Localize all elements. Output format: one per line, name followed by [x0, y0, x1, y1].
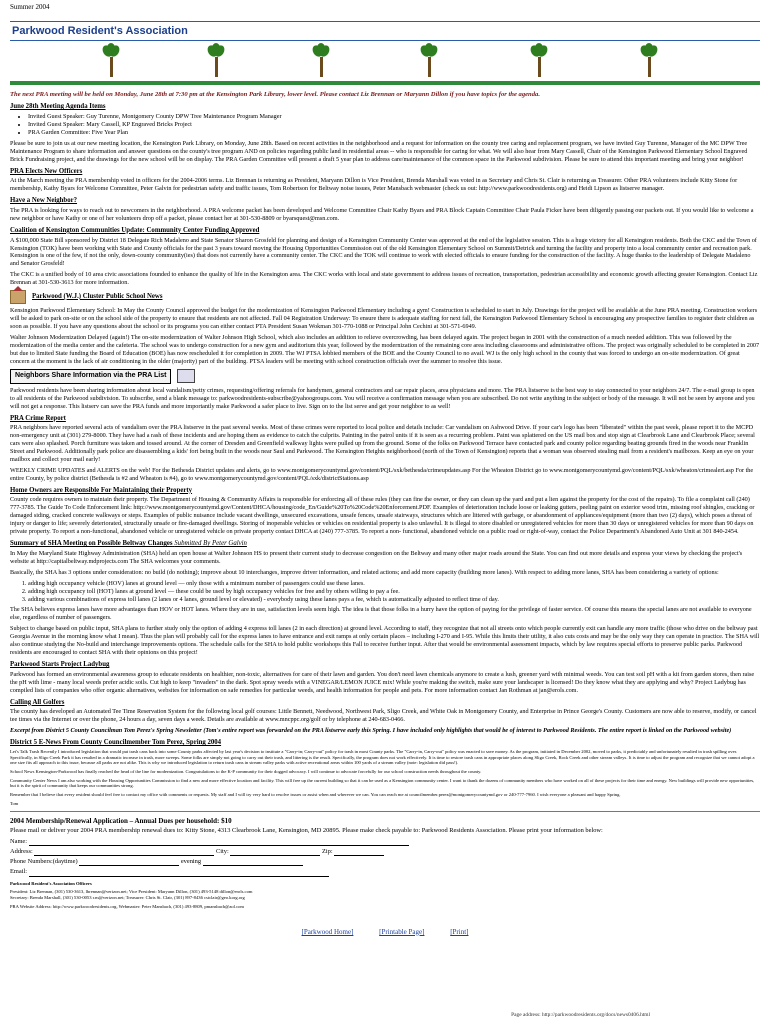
- coalition-heading: Coalition of Kensington Communities Update: Community Center Funding Approved: [10, 226, 260, 234]
- agenda-item: • PRA Garden Committee: Five Year Plan: [28, 129, 760, 137]
- newsletter-title: Parkwood Resident's Association: [12, 24, 188, 37]
- tree-icon: [100, 43, 122, 77]
- officers-body: At the March meeting the PRA membership voted in officers for the 2004-2006 terms. Liz Brennan is returning as President, Maryann Dillon is Vice President, Brenda Marshall was voted in as Secretary and Chris St. Clair is returning as Treasurer. Other PRA volunteers include Kitty Stone for membership, Kathy Byars for Welcome Committee, Peter Galvin for pedestrian safety and traffic issues, Tom Robertson for Beltway noise issues, Peter Mansbach webmaster (check us out: http://www.parkwoodresidents.org) and Heidi Lipson as listserve manager.: [10, 177, 738, 193]
- listserve-heading: Neighbors Share Information via the PRA List: [10, 369, 171, 384]
- neighbor-heading: Have a New Neighbor?: [10, 197, 78, 205]
- grass-divider: [10, 81, 760, 85]
- listserve-body: Parkwood residents have been sharing information about local vandalism/petty crimes, requesting/offering referrals for handymen, general contractors and car repair places, area physicians and more. The PRA listserve is the best way to stay connected to your neighbors 24/7. The e-mail group is open to all residents of the Parkwood subdivision. To subscribe, send a blank message to: parkwoodresidents-subscribe@yahoogroups.com. You will receive a confirmation message when you are subscribed. Do not write anything in the subject or body of the message. It will not be seen by anyone and you will not get a response. This listserv can save the PRA funds and more importantly make Parkwood a safer place to live. Sign on to the list serve and get your neighbor to as well!: [10, 386, 755, 410]
- newsletter-date: Summer 2004: [10, 3, 50, 11]
- membership-form-intro: Please mail or deliver your 2004 PRA membership renewal dues to: Kitty Stone, 4313 Clearbrook Lane, Kensington, MD 20895. Please make check payable to: Parkwood Residents Association. Please print your information below:: [10, 826, 603, 834]
- perez-body-3: Community Center News I am also working with the Housing Opportunities Commission to find a new and more effective location and facility. This will free up the current building so that it can be used as a Kensington community center. I want to thank the dozens of community members who have worked on all of these projects for their time and energy. New buildings will provide new opportunities, but it is the spirit of community that keeps our communities strong.: [10, 777, 755, 789]
- address-field-row: Address: City: Zip:: [10, 848, 760, 856]
- school-news-body: Kensington Parkwood Elementary School: In May the County Council approved the budget for the modernization of Kensington Parkwood Elementary including a gym! Construction is scheduled to start in July. Drawings for the project will be available at the June PRA meeting. Construction workers will be asked to park on-site or on the school side of the property to ensure that residents are not affected. Fall 04 Registration Underway: To ensure there is adequate staffing for next fall, the Kensington Parkwood Elementary School is encouraging any prospective families to register their children as soon as possible. If you have any questions about the school or its programs you can either contact PTA President Susan Wokman 301-770-1088 or Principal John Cechini at 301-571-6949.: [10, 307, 758, 331]
- sha-body-3: The SHA believes express lanes have more advantages than HOV or HOT lanes. Where they are in use, satisfaction levels seem high. The idea is that those folks in a hurry have the option of paying for the privilege of faster service. Of course this means the special lanes are not available to everyone else, regardless of number of passengers.: [10, 606, 752, 622]
- sha-option: 2. adding high occupancy toll (HOT) lanes at ground level — these could be used by high occupancy vehicles for free and by others willing to pay a fee.: [28, 588, 760, 596]
- divider: [10, 811, 760, 812]
- ladybug-heading: Parkwood Starts Project Ladybug: [10, 661, 110, 669]
- school-news-heading: Parkwood (W.J.) Cluster Public School News: [32, 292, 163, 300]
- printable-page-link[interactable]: [Printable Page]: [379, 927, 425, 936]
- footer-links: [10, 928, 760, 937]
- page-address: Page address: http://parkwoodresidents.org/docs/news0406.html: [511, 1012, 650, 1019]
- sha-option: 1. adding high occupancy vehicle (HOV) lanes at ground level — only those with a minimum number of passengers could use these lanes.: [28, 580, 760, 588]
- newsletter-title-bar: [10, 21, 760, 41]
- agenda-list: [28, 113, 760, 137]
- listserve-header: [10, 369, 760, 384]
- computer-icon: [177, 369, 195, 383]
- email-field-row: Email:: [10, 868, 760, 876]
- perez-body-2: School News Kensington-Parkwood has finally reached the head of the line for modernization. Congratulations to the K-P community for their dogged advocacy. I will continue to advocate forcefully for our school construction needs throughout the county.: [10, 769, 482, 774]
- perez-body-4: Remember that I believe that every resident should feel free to contact my office with comments or requests. My staff and I will try very hard to resolve issues or assist when and wherever we can. You can reach me at councilmember.perez@montgomerycountymd.gov or 240-777-7960. I wish everyone a pleasant and happy Spring.: [10, 792, 621, 798]
- coalition-body: A $100,000 State Bill sponsored by District 18 Delegate Rich Madaleno and State Senator Sharon Grosfeld for planning and design of a Kensington Community Center was approved at the end of the legislative session. This is a huge victory for all Kensington residents. Both the CKC and the Town of Kensington (TOK) have been working with State and County officials for the past 3 years toward moving the Housing Opportunities Commission out of the old Kensington Elementary School on Summit/Detrick and turning the facility and property into a local community center and recreation park. Kensington is one of the few, if not the only, down-county community(ies) that does not currently have a community center. The CKC and the TOK will continue to work with elected officials to ensure funding for the construction of the facility. A huge thanks to the leadership of Delegate Madaleno and Senator Grosfeld!: [10, 236, 757, 268]
- perez-body: Let's Talk Trash Recently I introduced legislation that would put trash cans back into some County parks affected by last year's decision to institute a "Carry-in; Carry-out" policy for trash in most County parks. The "Carry-in, Carry-out" policy was enacted to save money. As the program, initiated in December 2002, moved to parks, it predictably and unfortunately resulted in trash spilling over. Specifically, in Sligo Creek Park it has resulted in a dramatic increase in trash, more sweeps. Some folks are simply not going to carry out their trash, and littering is the result. Specifically, the program does not work effectively. It is time to restore trash cans in appropriate places along Sligo Creek, Rock Creek and other stream valleys. It is time to adjust the program and recognize that we cannot adopt a one size fits all approach to this issue, because all parks are not alike. This is why we introduced legislation to return trash cans in stream valley parks with active recreational areas within 100 yards of a stream valley (note: legislation did pass!).: [10, 748, 755, 766]
- tree-icon: [205, 43, 227, 77]
- homeowners-heading: Home Owners are Responsible For Maintaining their Property: [10, 486, 193, 494]
- daytime-phone-field[interactable]: [79, 859, 179, 866]
- perez-signature: Tom: [10, 800, 19, 806]
- agenda-heading: June 28th Meeting Agenda Items: [10, 103, 106, 111]
- address-field[interactable]: [34, 849, 214, 856]
- crime-body: PRA neighbors have reported several acts of vandalism over the PRA listserve in the past several weeks. Most of these crimes were reported to local police and details include: Car vandalism on Ashwood Drive. If your car's logo has been "liberated" within the past week, please report it to the MCPD non-emergency unit at (301) 279-8000. They have had a rash of these incidents and are hoping them as evidence to catch the culprits. Painting in the patrol units if it is seen as a recurring problem. Paint was splattered on the US mail box and stop sign at Clearbrook Lane and Clearbrook Place; several cars were also splashed. Porch furniture was taken and tossed around. At the corner of Dresden and Greenfield walkway lights were pulled up from the ground. Some of the folks on Parkwood Terrace have contacted park and county police regarding beating grounds fired in the woods near Franklin Street and Parkwood. Additionally park police are disassembling a kids' fort being built in the woods near Saul and Parkwood. The Kensington Heights neighborhood (north of the Town of Kensington) reports that a woman was observed stealing mail from a resident's mailboxes. Keep an eye on your mailbox and collect your mail early!: [10, 424, 755, 463]
- crime-alerts: WEEKLY CRIME UPDATES and ALERTS on the web! For the Bethesda District updates and alerts, go to www.montgomerycountymd.gov/content/PQL/sxk/bethesda/crimeupdates.asp For the Wheaton District go to www.montgomerycountymd.gov/content/PQL/sxk/wheaton/crimealert.asp For the entire County, by police district (Bethesda is #2 and Wheaton is #4), go to www.montgomerycountymd.gov/content/PQL/sxk/districtStations.asp: [10, 466, 754, 482]
- school-icon: [10, 290, 26, 304]
- school-news-body-2: Walter Johnson Modernization Delayed (again!) The on-site modernization of Walter Johnson High School, which also includes an addition to relieve overcrowding, has been delayed again. The project began in 2001 with the construction of a much needed addition. This was followed by the modernization of the media center and the cafeteria. The school was to undergo construction for a new gym and auditorium this year, followed by the modernization of the remaining core area including classrooms and administrative offices. The project was originally scheduled to be completed in 2007 but due to limited State funding the Board of Education (BOE) has now rescheduled it for completion in 2009. The WJ PTSA lobbied members of the BOE and the County Council to no avail. WJ is the only high school in the county that was forced to undergo an on-site modernization. Of great concern at the moment is the lack of air conditioning in the older (majority) part of the building. PTSA leaders will be meeting with school construction officials over the summer to resolve this issue.: [10, 334, 760, 365]
- coalition-body-2: The CKC is a unified body of 10 area civic associations founded to enhance the quality of life in the Kensington area. The CKC works with local and state government to address issues of recreation, transportation, pedestrian accessibility and economic growth affecting greater Kensington. Contact Liz Brennan at 301-530-3613 for more information.: [10, 271, 758, 287]
- evening-phone-field[interactable]: [203, 859, 303, 866]
- sha-body-4: Subject to change based on public input, SHA plans to further study only the option of adding 4 express toll lanes (2 in each direction) at ground level. According to staff, they recognize that not all streets onto which people currently exit can handle any more traffic (those who drive on the beltway past Georgia Avenue in the morning know what I mean). Thus the plan will probably call for the express lanes to have entrance and exit ramps at only certain places – including I-270 and I-95. While this limits their utility, it also cuts costs and may be the only way they can operate in practice. The SHA will also continue studying the No-build and interchange improvements options. The schedule calls for the SHA to hold public workshops this Fall to receive further input. After that would be environmental assessment impacts, which by law requires special efforts to preserve public parks. Parkwood residents are encouraged to contact SHA with their opinions on this project!: [10, 625, 760, 657]
- perez-heading: District 5 E-News From County Councilmember Tom Perez, Spring 2004: [10, 739, 222, 747]
- officers-contact-title: Parkwood Resident's Association Officers: [10, 880, 92, 886]
- ladybug-body: Parkwood has formed an environmental awareness group to educate residents on healthier, non-toxic, alternatives for care of their lawn and garden. You don't need lawn chemicals anymore to create a lush, greener yard with minimal weeds. You can test soil pH with a kit from garden stores, then raise the pH with lime - many local weeds prefer acidic soils. Cut high to keep "invaders" in the dark. Spot spray weeds with a VINEGAR/LEMON JUICE mix! While you're making the switch, make sure your landscaper is licensed! Do they know what they are applying and why? Project Ladybug has compiled lists of companies who offer organic alternatives, websites for information on safe remedies for particular weeds, and health information for people and pets. For more information contact Jan Rothman at jan@erols.com.: [10, 670, 755, 694]
- homeowners-body: County code requires owners to maintain their property. The Department of Housing & Community Affairs is responsible for enforcing all of these rules (they can fine the owner, or they can clean up the yard and put a lien against the property for the cost of the repairs). To file a complaint call (240) 777-3785. The Guide To Code Enforcement link: http://www.montgomerycountymd.gov/Content/DHCA/housing/code_En/Guide%20To%20Code%20Enforcement.PDF. Examples of deterioration include loose or leaking gutters, peeling paint on exterior wood trim, missing roof shingles, cracking or damaged siding, cracked concrete walkways or steps. Examples of public nuisance include vacant dwellings, unsecured excavations, unsafe fences, unsafe stairways, structures which are littered with garbage, or abandonment of appliances/equipment (more than two (2) days), which poses a threat of injury or danger to life; severely deteriorated, structurally unsafe or fire-damaged dwellings. Storing of inoperable vehicles or vehicles on residential property is also unlawful. It is illegal to store disabled or unregistered vehicles for more than 30 days or unregistered vehicles for more than 90 days on private property. To report a non-functional, abandoned vehicle or unregistered vehicle on private property contact DHCA at (240) 777-3785. To report a non- functional, abandoned vehicle on a public road or right-of-way, contact the Police Department's Abandoned Auto Unit at 301 840-2454.: [10, 496, 755, 536]
- city-field[interactable]: [230, 849, 320, 856]
- school-news-header: [10, 290, 760, 304]
- golfers-heading: Calling All Golfers: [10, 698, 65, 706]
- officers-heading: PRA Elects New Officers: [10, 167, 83, 175]
- meeting-announcement: The next PRA meeting will be held on Monday, June 28th at 7:30 pm at the Kensington Park Library, lower level. Please contact Liz Brennan or Maryann Dillon if you have topics for the agenda.: [10, 91, 540, 99]
- tree-banner: [10, 43, 760, 81]
- sha-heading: Summary of SHA Meeting on Possible Beltway Changes Submitted By Peter Galvin: [10, 540, 247, 548]
- phone-field-row: Phone Numbers:(daytime) evening: [10, 858, 760, 866]
- tree-icon: [418, 43, 440, 77]
- membership-form-title: 2004 Membership/Renewal Application – Annual Dues per household: $10: [10, 816, 232, 825]
- neighbor-body: The PRA is looking for ways to reach out to newcomers in the neighborhood. A PRA welcome packet has been developed and Welcome Committee Chair Kathy Byars and PRA Block Captain Committee Chair Paula Ficker have been diligently passing our packets out. If you would like to welcome a new neighbor or have Kathy or one of her volunteers drop off a packet, please contact her at 301-530-8809 or byarsquest@msn.com.: [10, 207, 754, 222]
- sha-option: 3. adding various combinations of express toll lanes (2 lanes or 4 lanes, ground level or elevated) - everybody using these lanes pays a fee, which is automatically adjusted to reflect time of day.: [28, 596, 760, 604]
- sha-body: In May the Maryland State Highway Administration (SHA) held an open house at Walter Johnson HS to present their current study to decrease congestion on the Beltway and many other major roads around the State. You can find out more details and express your views by checking the project's website at http://capitalbeltway.mdprojects.com The SHA welcomes your comments.: [10, 549, 743, 565]
- crime-heading: PRA Crime Report: [10, 414, 66, 422]
- print-link[interactable]: [Print]: [450, 927, 469, 936]
- sha-body-2: Basically, the SHA has 3 options under consideration: no build (do nothing); improve about 10 interchanges, improve driver information, and related actions; and add more capacity (building more lanes). With respect to adding more lanes, SHA has been considering a variety of options:: [10, 568, 719, 576]
- sha-byline: Submitted By Peter Galvin: [174, 540, 247, 548]
- agenda-body: Please be sure to join us at our new meeting location, the Kensington Park Library, on Monday, June 28th. Based on recent activities in the neighborhood and a request for information on the county tree caring and replacement program, we have invited Guy Turenne, Manager of the MC DPW Tree Maintenance Program to share information and answer questions on the county's tree program AND on policies regarding public land in residential areas -- who is responsible for caring for what. We will also hear from Mary Cassell, Chair of the Kensington Parkwood Elementary School Engraved Brick Fundraising project, and the drawings for the new school will be on display. The PRA Garden Committee will present a draft 5 year plan to address care/maintenance of the common space in the Parkwood subdivision. Please be sure to attend this important meeting and bring your neighbor!: [10, 139, 748, 163]
- name-field[interactable]: [29, 839, 409, 846]
- officers-contact-2: Secretary: Brenda Marshall, (301) 530-0053 r.m@verizon.net; Treasurer: Chris St. Clair, (301) 897-8436 cstclair@geo.korg.org: [10, 895, 245, 901]
- perez-excerpt-note: Excerpt from District 5 County Councilman Tom Perez's Spring Newsletter (Tom's entire report was forwarded on the PRA listserve early this Spring. I have included only highlights that would be of interest to Parkwood Residents. The entire report is linked on the Parkwood website): [10, 727, 732, 735]
- website-contact: PRA Website Address: http://www.parkwoodresidents.org, Webmaster: Peter Mansbach, (301) 493-8809, pmansbach@aol.com: [10, 903, 244, 909]
- tree-icon: [638, 43, 660, 77]
- sha-options-list: [28, 580, 760, 604]
- tree-icon: [310, 43, 332, 77]
- email-field[interactable]: [29, 870, 329, 877]
- home-link[interactable]: [Parkwood Home]: [301, 927, 354, 936]
- golfers-body: The county has developed an Automated Tee Time Reservation System for the following local golf courses: Little Bennett, Needwood, Northwest Park, Sligo Creek, and White Oak in Montgomery County, and Enterprise in Prince George's County. Customers are now able to reserve, modify, or cancel tee times via the Internet or over the phone, 24 hours a day, seven days a week. Details are available at www.mncppc.org/golf or by telephone at 240-683-0466.: [10, 708, 757, 724]
- name-field-row: Name:: [10, 838, 760, 846]
- officers-contact-1: President: Liz Brennan, (301) 530-3613, lbrennan@verizon.net; Vice President: Maryann Dillon, (301) 493-5148 dillon@erols.com: [10, 889, 253, 895]
- zip-field[interactable]: [334, 849, 384, 856]
- agenda-item: • Invited Guest Speaker: Mary Cassell, KP Engraved Bricks Project: [28, 121, 760, 129]
- tree-icon: [528, 43, 550, 77]
- agenda-item: • Invited Guest Speaker: Guy Turenne, Montgomery County DPW Tree Maintenance Program Manager: [28, 113, 760, 121]
